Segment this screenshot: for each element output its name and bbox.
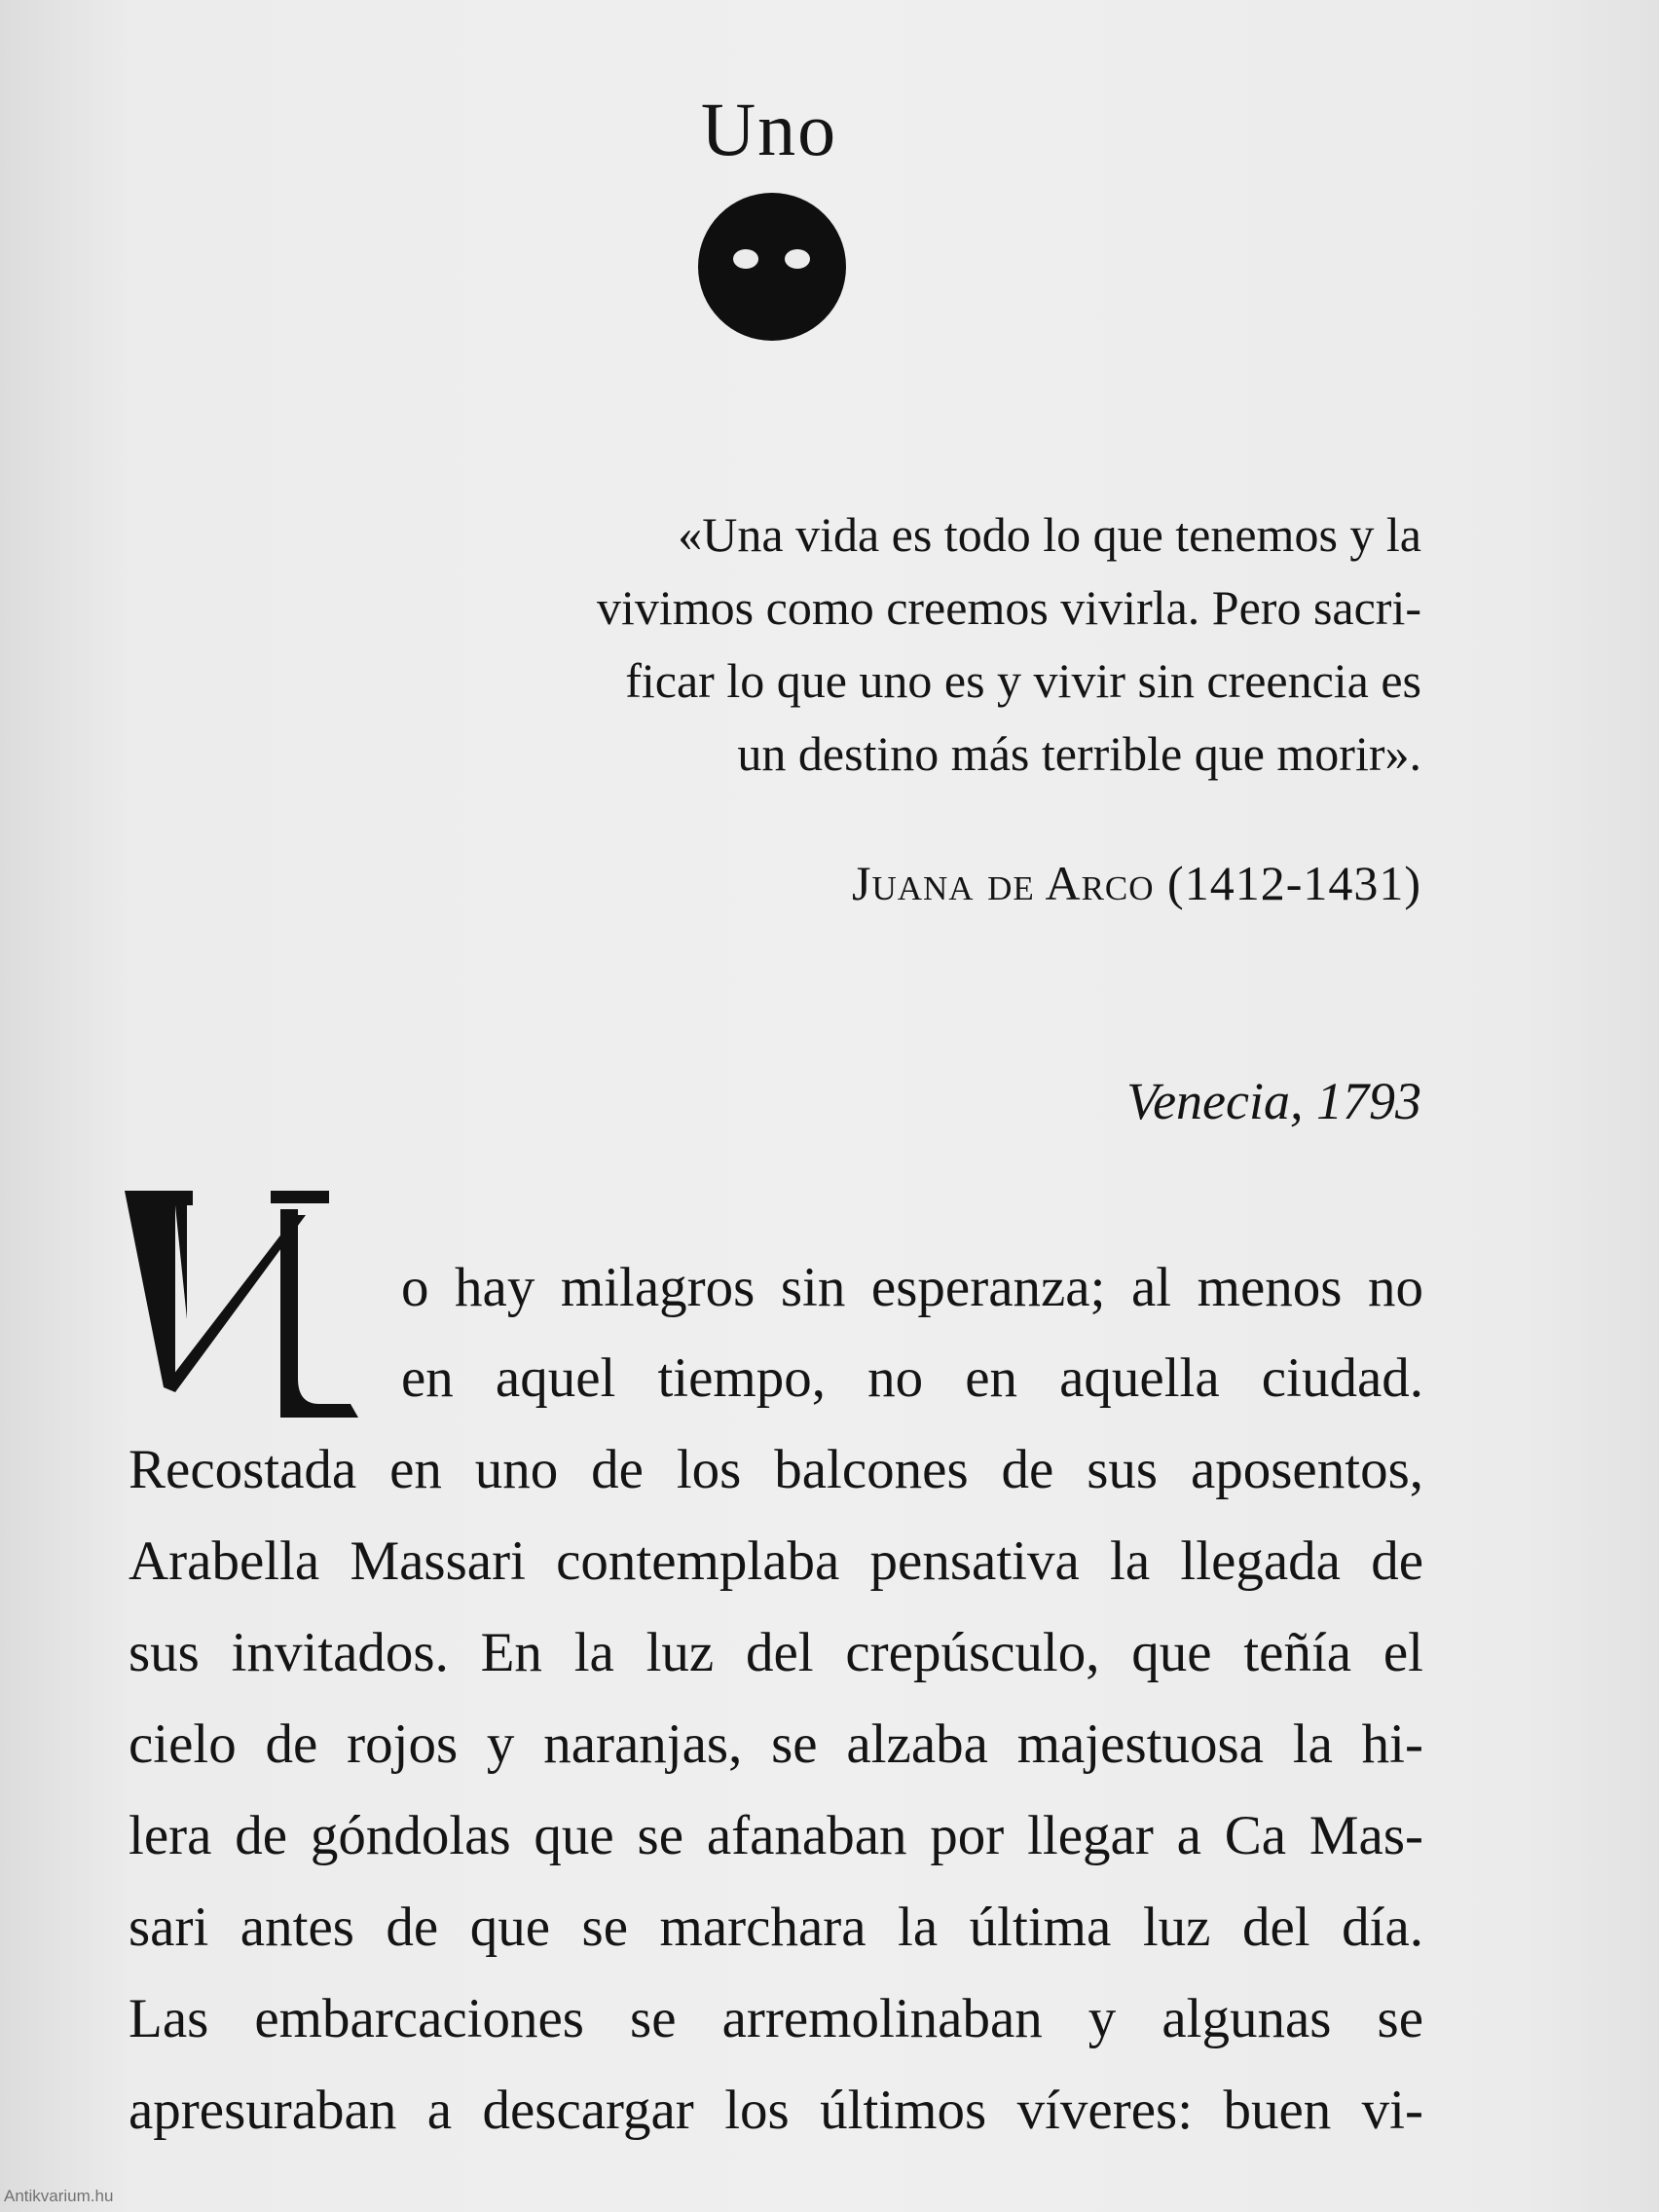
epigraph xyxy=(506,498,1421,791)
mask-icon xyxy=(696,191,848,343)
body-line: Arabella Massari contemplaba pensativa la llegada de xyxy=(129,1530,1423,1592)
body-line: Recostada en uno de los balcones de sus aposentos, xyxy=(129,1439,1423,1500)
body-line: en aquel tiempo, no en aquella ciudad. xyxy=(401,1347,1423,1409)
body-line: o hay milagros sin esperanza; al menos no xyxy=(401,1257,1423,1318)
drop-cap-n xyxy=(125,1188,368,1421)
body-line: lera de góndolas que se afanaban por llegar a Ca Mas- xyxy=(129,1805,1423,1866)
body-line: sari antes de que se marchara la última luz del día. xyxy=(129,1897,1423,1958)
chapter-title: Uno xyxy=(700,87,838,171)
epigraph-line: ficar lo que uno es y vivir sin creencia es xyxy=(625,653,1421,708)
body-line: Las embarcaciones se arremolinaban y algunas se xyxy=(129,1988,1423,2049)
body-line: apresuraban a descargar los últimos víveres: buen vi- xyxy=(129,2080,1423,2141)
body-line: cielo de rojos y naranjas, se alzaba majestuosa la hi- xyxy=(129,1714,1423,1775)
epigraph-line: vivimos como creemos vivirla. Pero sacri- xyxy=(597,580,1421,635)
body-line: sus invitados. En la luz del crepúsculo, que teñía el xyxy=(129,1622,1423,1683)
epigraph-line: «Una vida es todo lo que tenemos y la xyxy=(678,507,1421,562)
epigraph-line: un destino más terrible que morir». xyxy=(737,726,1421,781)
watermark: Antikvarium.hu xyxy=(4,2187,114,2205)
place-date: Venecia, 1793 xyxy=(1126,1072,1421,1130)
epigraph-attribution: Juana de Arco (1412-1431) xyxy=(852,856,1421,910)
